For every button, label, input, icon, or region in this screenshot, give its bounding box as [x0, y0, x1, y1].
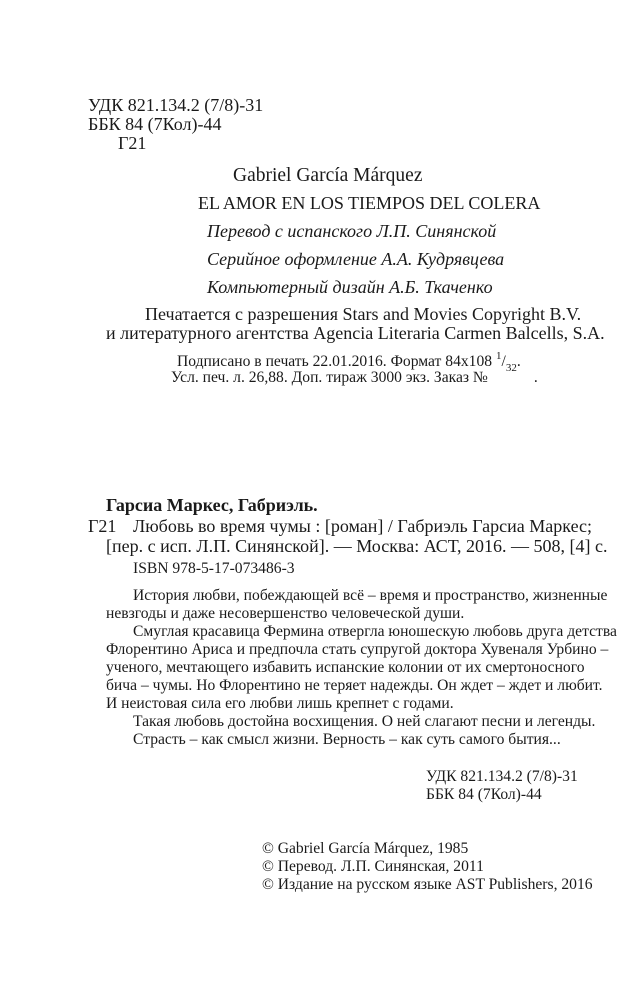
udk-code-bottom: УДК 821.134.2 (7/8)-31	[426, 768, 578, 785]
imprint-print-line	[171, 370, 538, 386]
original-title: EL AMOR EN LOS TIEMPOS DEL COLERA	[198, 193, 541, 213]
annotation-line: Такая любовь достойна восхищения. О ней слагают песни и легенды.	[133, 713, 596, 730]
bbk-code-bottom: ББК 84 (7Кол)-44	[426, 786, 542, 803]
format-denominator: 32	[505, 362, 517, 375]
catalog-line-2: [пер. с исп. Л.П. Синянской]. — Москва: АСТ, 2016. — 508, [4] с.	[106, 536, 608, 556]
author-mark-top: Г21	[118, 133, 147, 153]
copyright-line: © Перевод. Л.П. Синянская, 2011	[262, 858, 484, 875]
credit-computer-design: Компьютерный дизайн А.Б. Ткаченко	[207, 277, 493, 297]
udk-code-top: УДК 821.134.2 (7/8)-31	[88, 95, 264, 115]
credit-translation: Перевод с испанского Л.П. Синянской	[207, 221, 497, 241]
permission-line-2: и литературного агентства Agencia Literaria Carmen Balcells, S.A.	[106, 323, 605, 343]
format-period: .	[516, 353, 521, 371]
imprint-signed-text: Подписано в печать 22.01.2016. Формат 84x108	[177, 353, 493, 371]
annotation-line: бича – чумы. Но Флорентино не теряет надежды. Он ждет – ждет и любит.	[106, 677, 603, 694]
format-separator: /	[501, 353, 506, 371]
permission-line-1: Печатается с разрешения Stars and Movies Copyright B.V.	[145, 304, 582, 324]
imprint-print-end: .	[533, 369, 538, 386]
isbn: ISBN 978-5-17-073486-3	[133, 560, 295, 577]
copyright-line: © Издание на русском языке AST Publishers, 2016	[262, 876, 593, 893]
original-author: Gabriel García Márquez	[233, 165, 423, 186]
annotation-line: ученого, мечтающего избавить испанские колонии от их смертоносного	[106, 659, 585, 676]
annotation-line: История любви, побеждающей всё – время и пространство, жизненные	[133, 587, 608, 604]
annotation-line: И неистовая сила его любви лишь крепнет с годами.	[106, 695, 454, 712]
copyright-line: © Gabriel García Márquez, 1985	[262, 840, 469, 857]
imprint-print-text: Усл. печ. л. 26,88. Доп. тираж 3000 экз. Заказ №	[171, 369, 488, 386]
annotation-line: Флорентино Ариса и предпочла стать супругой доктора Хувеналя Урбино –	[106, 641, 609, 658]
annotation-line: Страсть – как смысл жизни. Верность – как суть самого бытия...	[133, 731, 561, 748]
annotation-line: невзгоды и даже несовершенство человеческой души.	[106, 605, 465, 622]
catalog-author-mark: Г21	[88, 516, 117, 536]
annotation-line: Смуглая красавица Фермина отвергла юношескую любовь друга детства	[133, 623, 617, 640]
bbk-code-top: ББК 84 (7Кол)-44	[88, 114, 222, 134]
format-numerator: 1	[495, 350, 502, 362]
credit-series-design: Серийное оформление А.А. Кудрявцева	[207, 249, 505, 269]
catalog-line-1: Любовь во время чумы : [роман] / Габриэль Гарсиа Маркес;	[133, 516, 592, 536]
catalog-heading: Гарсиа Маркес, Габриэль.	[106, 495, 318, 515]
